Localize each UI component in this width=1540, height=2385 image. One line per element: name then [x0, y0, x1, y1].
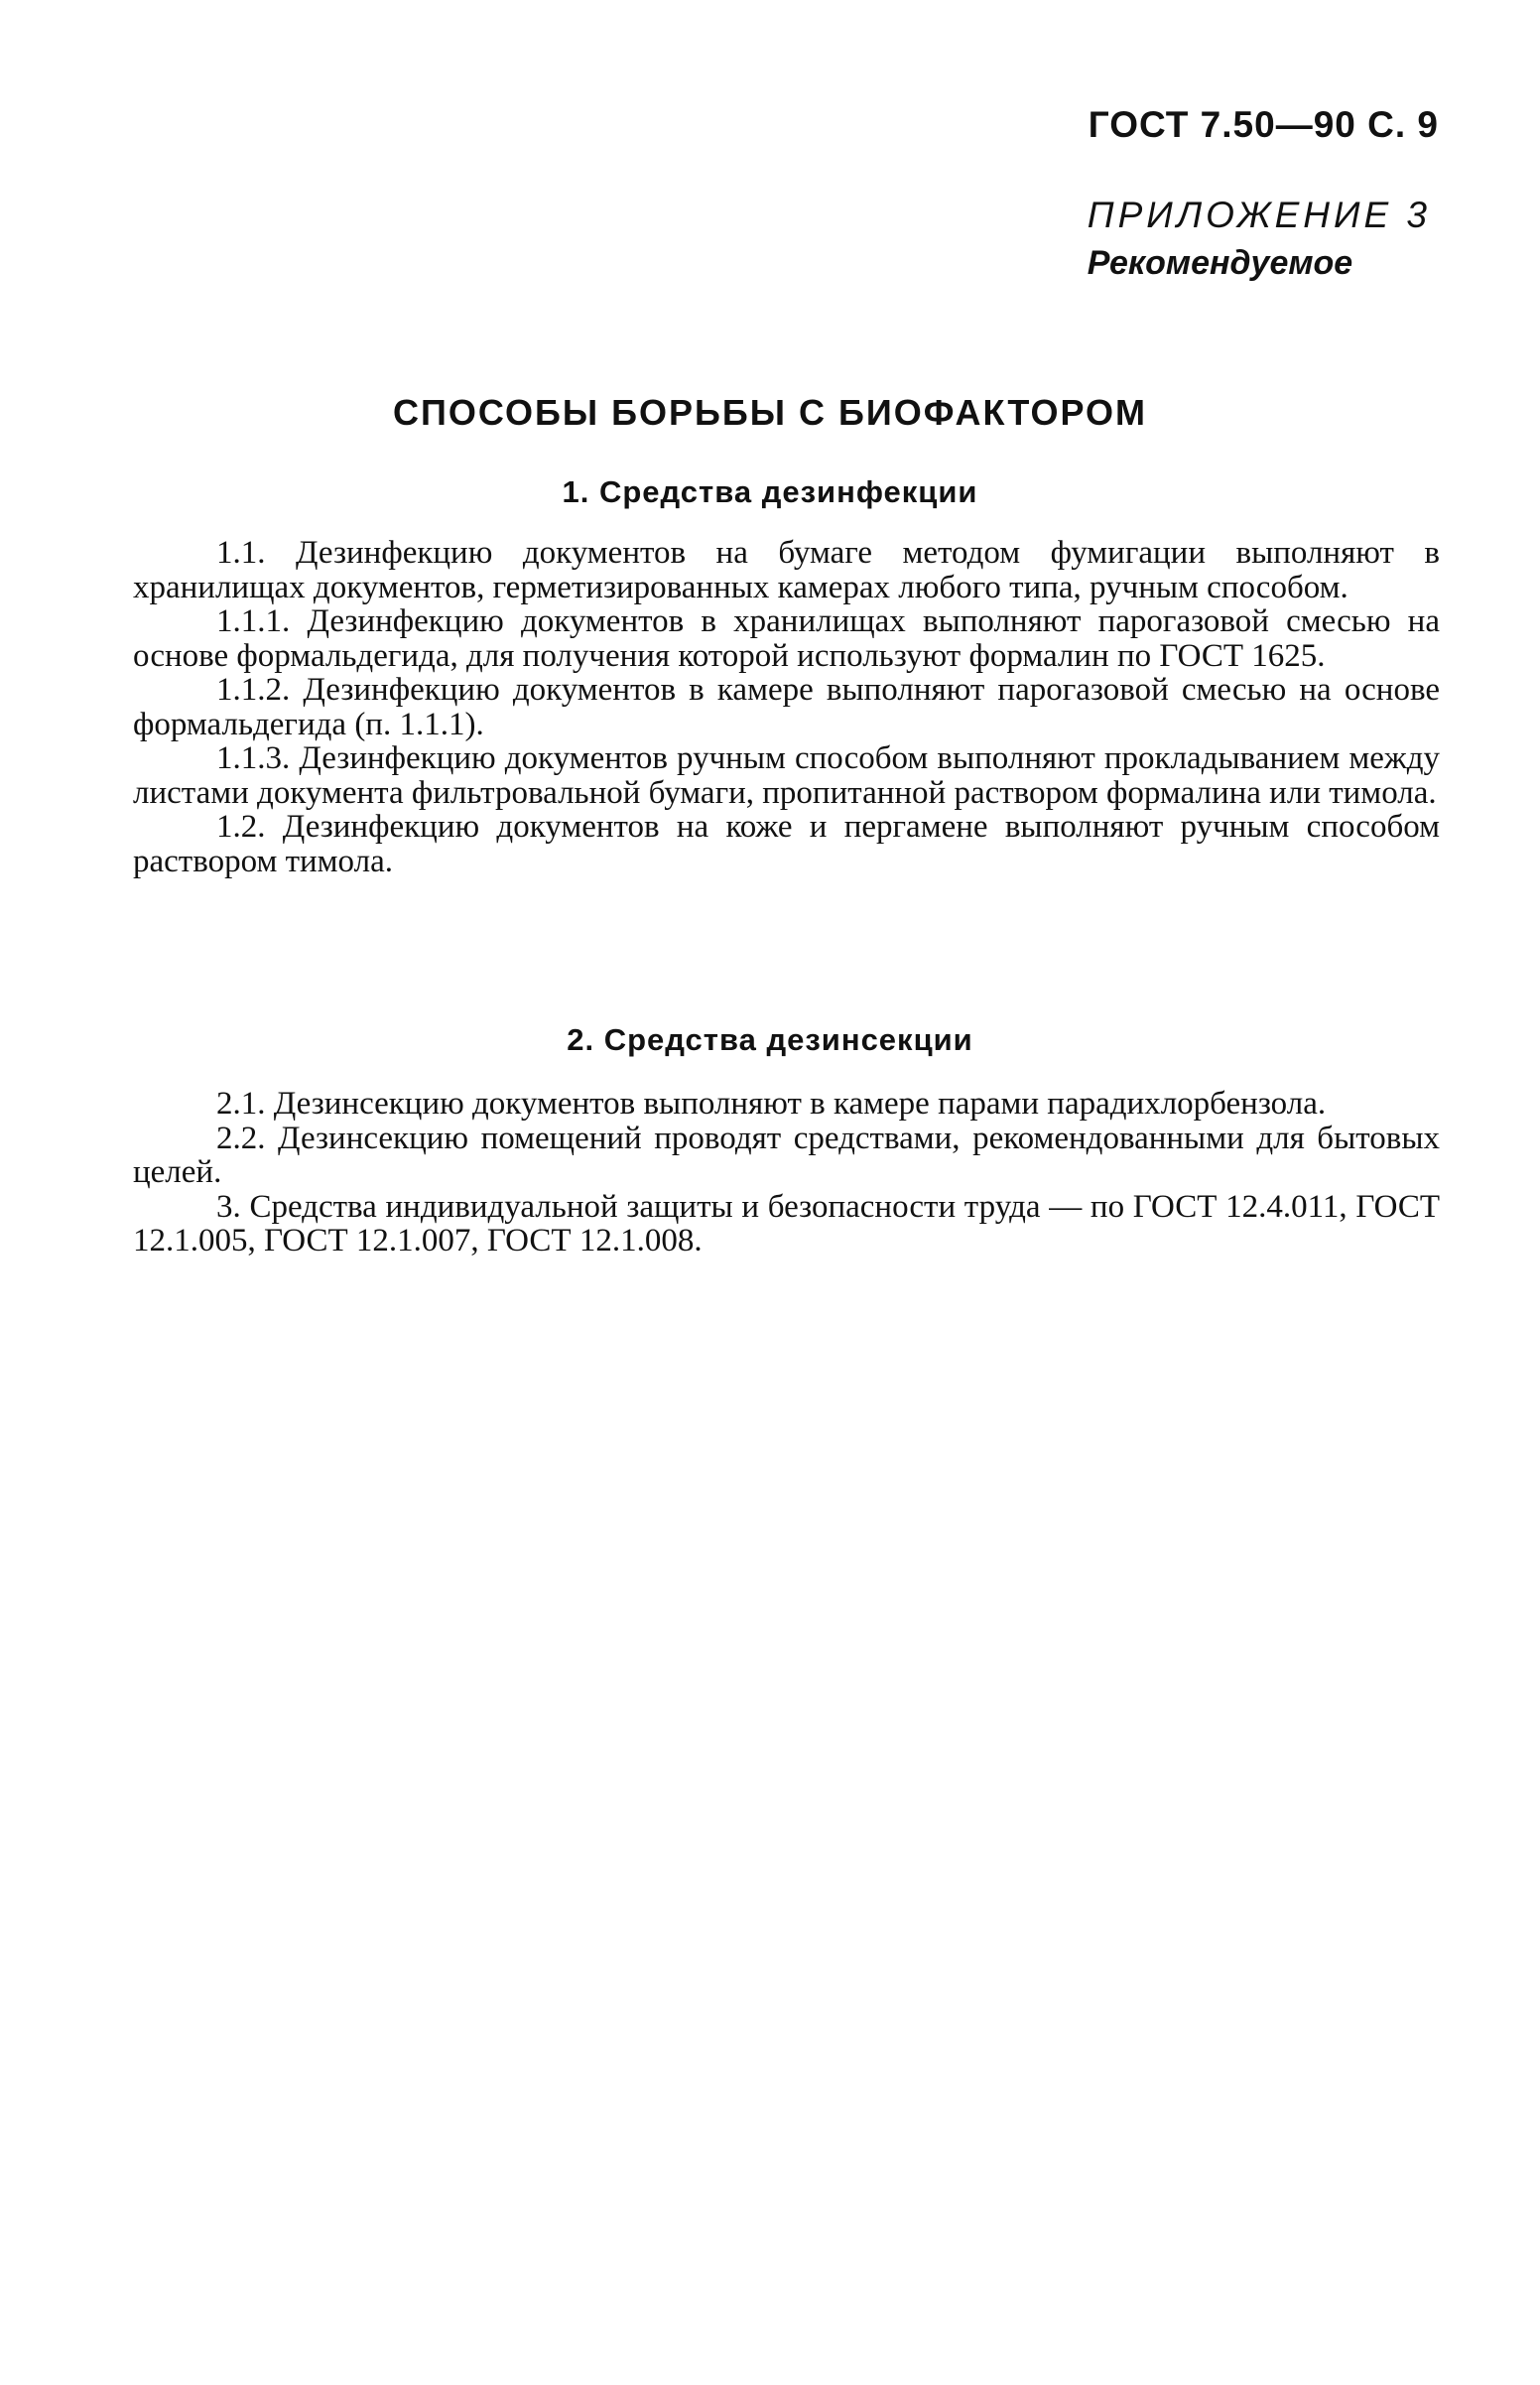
- paragraph-2-1: 2.1. Дезинсекцию документов выполняют в камере парами парадихлорбензола.: [216, 1086, 1327, 1122]
- paragraph-3: 3. Средства индивидуальной защиты и безопасности труда — по ГОСТ 12.4.011, ГОСТ 12.1.005, ГОСТ 12.1.007, ГОСТ 12.1.008.: [133, 1188, 1440, 1259]
- section-body-disinsection: [133, 1087, 1440, 1259]
- appendix-status: Рекомендуемое: [1087, 244, 1353, 282]
- paragraph-2-2: 2.2. Дезинсекцию помещений проводят средствами, рекомендованными для бытовых целей.: [133, 1120, 1440, 1190]
- paragraph-1-1: 1.1. Дезинфекцию документов на бумаге методом фумигации выполняют в хранилищах документов, герметизированных камерах любого типа, ручным способом.: [133, 535, 1440, 605]
- paragraph-1-2: 1.2. Дезинфекцию документов на коже и пергамене выполняют ручным способом раствором тимола.: [133, 809, 1440, 879]
- paragraph-1-1-2: 1.1.2. Дезинфекцию документов в камере выполняют парогазовой смесью на основе формальдегида (п. 1.1.1).: [133, 672, 1440, 742]
- document-title: СПОСОБЫ БОРЬБЫ С БИОФАКТОРОМ: [392, 392, 1148, 433]
- appendix-title: ПРИЛОЖЕНИЕ 3: [1087, 195, 1431, 235]
- section-body-disinfection: [133, 536, 1440, 878]
- section-heading-disinsection: 2. Средства дезинсекции: [567, 1022, 973, 1057]
- appendix-label: [1088, 195, 1431, 283]
- section-heading-disinfection: 1. Средства дезинфекции: [562, 474, 978, 509]
- page-header: ГОСТ 7.50—90 С. 9: [1088, 104, 1439, 145]
- paragraph-1-1-1: 1.1.1. Дезинфекцию документов в хранилищах выполняют парогазовой смесью на основе формальдегида, для получения которой используют формалин по ГОСТ 1625.: [133, 603, 1440, 674]
- paragraph-1-1-3: 1.1.3. Дезинфекцию документов ручным способом выполняют прокладыванием между листами документа фильтровальной бумаги, пропитанной раствором формалина или тимола.: [133, 740, 1440, 811]
